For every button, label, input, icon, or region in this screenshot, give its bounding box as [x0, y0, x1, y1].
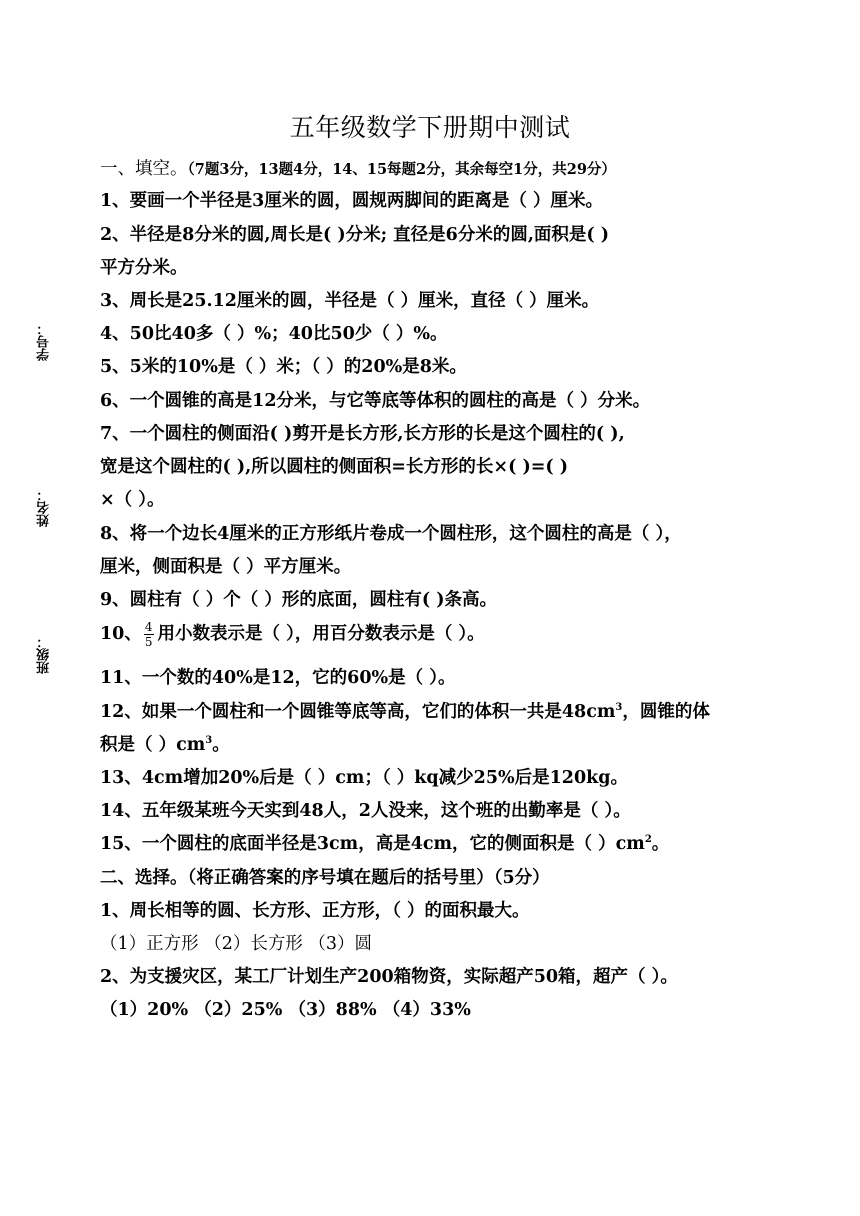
question-2-line-2: 平方分米。 — [100, 258, 188, 278]
question-11: 11、一个数的40%是12，它的60%是（ ）。 — [100, 668, 456, 688]
question-12-end: ，圆锥的体 — [622, 702, 710, 722]
question-4: 4、50比40多（ ）%；40比50少（ ）%。 — [100, 324, 448, 344]
question-15-text: 15、一个圆柱的底面半径是3cm，高是4cm，它的侧面积是（ ）cm — [100, 834, 645, 854]
question-10-prefix: 10、 — [100, 624, 142, 644]
fraction — [144, 620, 154, 649]
choice-question-2-options: （1）20% （2）25% （3）88% （4）33% — [100, 1000, 471, 1020]
question-10 — [100, 620, 800, 649]
question-9: 9、圆柱有（ ）个（ ）形的底面，圆柱有( )条高。 — [100, 590, 498, 610]
choice-question-2: 2、为支援灾区，某工厂计划生产200箱物资，实际超产50箱，超产（ ）。 — [100, 967, 678, 987]
question-10-text: 用小数表示是（ ），用百分数表示是（ ）。 — [157, 624, 485, 644]
fraction-denominator: 5 — [144, 635, 153, 649]
superscript-2: 2 — [644, 834, 652, 846]
superscript-3: 3 — [615, 702, 623, 714]
superscript-3: 3 — [205, 735, 213, 747]
question-1: 1、要画一个半径是3厘米的圆，圆规两脚间的距离是（ ）厘米。 — [100, 191, 603, 211]
question-15-end: 。 — [651, 834, 670, 854]
question-12-text: 12、如果一个圆柱和一个圆锥等底等高，它们的体积一共是48cm — [100, 702, 616, 722]
section-1-title: 一、填空。 — [100, 159, 188, 179]
student-number-label: 学号： — [37, 322, 52, 361]
question-12-text-2: 积是（ ）cm — [100, 735, 206, 755]
question-3: 3、周长是25.12厘米的圆，半径是（ ）厘米，直径（ ）厘米。 — [100, 291, 600, 311]
question-14: 14、五年级某班今天实到48人，2人没来，这个班的出勤率是（ ）。 — [100, 801, 631, 821]
choice-question-1-options: （1）正方形 （2）长方形 （3）圆 — [100, 934, 373, 954]
question-8-line-1: 8、将一个边长4厘米的正方形纸片卷成一个圆柱形，这个圆柱的高是（ ）， — [100, 524, 682, 544]
fraction-numerator: 4 — [144, 620, 153, 634]
question-7-line-3: ×（ ）。 — [100, 490, 165, 510]
class-label: 班级： — [37, 635, 52, 674]
question-12-end-2: 。 — [212, 735, 230, 755]
question-15 — [100, 831, 800, 857]
choice-question-1: 1、周长相等的圆、长方形、正方形，（ ）的面积最大。 — [100, 901, 530, 921]
question-5: 5、5米的10%是（ ）米；（ ）的20%是8米。 — [100, 357, 467, 377]
question-2-line-1: 2、半径是8分米的圆,周长是( )分米; 直径是6分米的圆,面积是( ) — [100, 225, 610, 245]
question-8-line-2: 厘米，侧面积是（ ）平方厘米。 — [100, 557, 352, 577]
question-13: 13、4cm增加20%后是（ ）cm；（ ）kq减少25%后是120kg。 — [100, 768, 629, 788]
question-12-line-2 — [100, 732, 800, 758]
section-1-score-note: （7题3分，13题4分，14、15每题2分，其余每空1分，共29分） — [187, 161, 616, 178]
section-1-heading — [100, 156, 800, 183]
question-7-line-2: 宽是这个圆柱的( ),所以圆柱的侧面积=长方形的长×( )=( ) — [100, 457, 569, 477]
page-title: 五年级数学下册期中测试 — [289, 113, 571, 142]
name-label: 姓名： — [37, 488, 52, 527]
question-12-line-1 — [100, 699, 800, 725]
question-7-line-1: 7、一个圆柱的侧面沿( )剪开是长方形,长方形的长是这个圆柱的( ), — [100, 424, 625, 444]
question-6: 6、一个圆锥的高是12分米，与它等底等体积的圆柱的高是（ ）分米。 — [100, 391, 651, 411]
section-2-heading: 二、选择。（将正确答案的序号填在题后的括号里）（5分） — [100, 868, 550, 888]
